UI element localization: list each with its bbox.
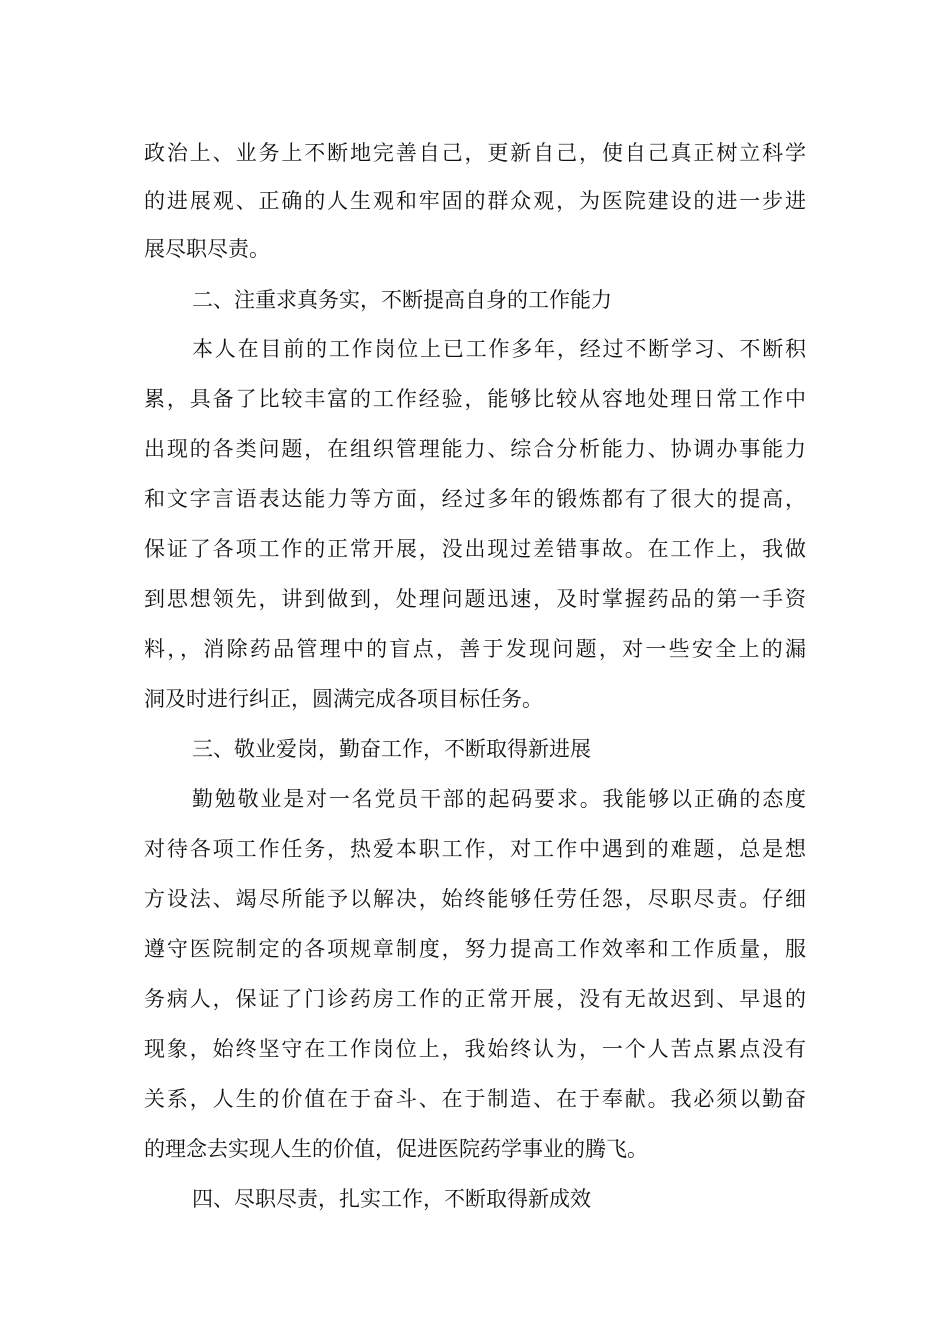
section-heading-3: 三、敬业爱岗，勤奋工作，不断取得新进展: [192, 737, 591, 761]
text-line: 的进展观、正确的人生观和牢固的群众观，为医院建设的进一步进: [144, 189, 806, 213]
section-heading-4: 四、尽职尽责，扎实工作，不断取得新成效: [192, 1187, 591, 1211]
text-line: 现象，始终坚守在工作岗位上，我始终认为，一个人苦点累点没有: [144, 1037, 806, 1061]
text-line: 和文字言语表达能力等方面，经过多年的锻炼都有了很大的提高，: [144, 487, 806, 511]
text-line: 洞及时进行纠正，圆满完成各项目标任务。: [144, 687, 543, 711]
text-line: 政治上、业务上不断地完善自己，更新自己，使自己真正树立科学: [144, 141, 806, 165]
text-line: 的理念去实现人生的价值，促进医院药学事业的腾飞。: [144, 1137, 648, 1161]
section-heading-2: 二、注重求真务实，不断提高自身的工作能力: [192, 288, 612, 312]
text-line: 勤勉敬业是对一名党员干部的起码要求。我能够以正确的态度: [192, 787, 806, 811]
text-line: 展尽职尽责。: [144, 237, 270, 261]
text-line: 出现的各类问题，在组织管理能力、综合分析能力、协调办事能力: [144, 437, 806, 461]
text-line: 务病人，保证了门诊药房工作的正常开展，没有无故迟到、早退的: [144, 987, 806, 1011]
text-line: 保证了各项工作的正常开展，没出现过差错事故。在工作上，我做: [144, 537, 806, 561]
text-line: 关系，人生的价值在于奋斗、在于制造、在于奉献。我必须以勤奋: [144, 1087, 806, 1111]
text-line: 料，，消除药品管理中的盲点，善于发现问题，对一些安全上的漏: [144, 637, 806, 661]
text-line: 方设法、竭尽所能予以解决，始终能够任劳任怨，尽职尽责。仔细: [144, 887, 806, 911]
text-line: 本人在目前的工作岗位上已工作多年，经过不断学习、不断积: [192, 337, 806, 361]
text-line: 到思想领先，讲到做到，处理问题迅速，及时掌握药品的第一手资: [144, 587, 806, 611]
text-line: 遵守医院制定的各项规章制度，努力提高工作效率和工作质量，服: [144, 937, 806, 961]
text-line: 累，具备了比较丰富的工作经验，能够比较从容地处理日常工作中: [144, 387, 806, 411]
text-line: 对待各项工作任务，热爱本职工作，对工作中遇到的难题，总是想: [144, 837, 806, 861]
